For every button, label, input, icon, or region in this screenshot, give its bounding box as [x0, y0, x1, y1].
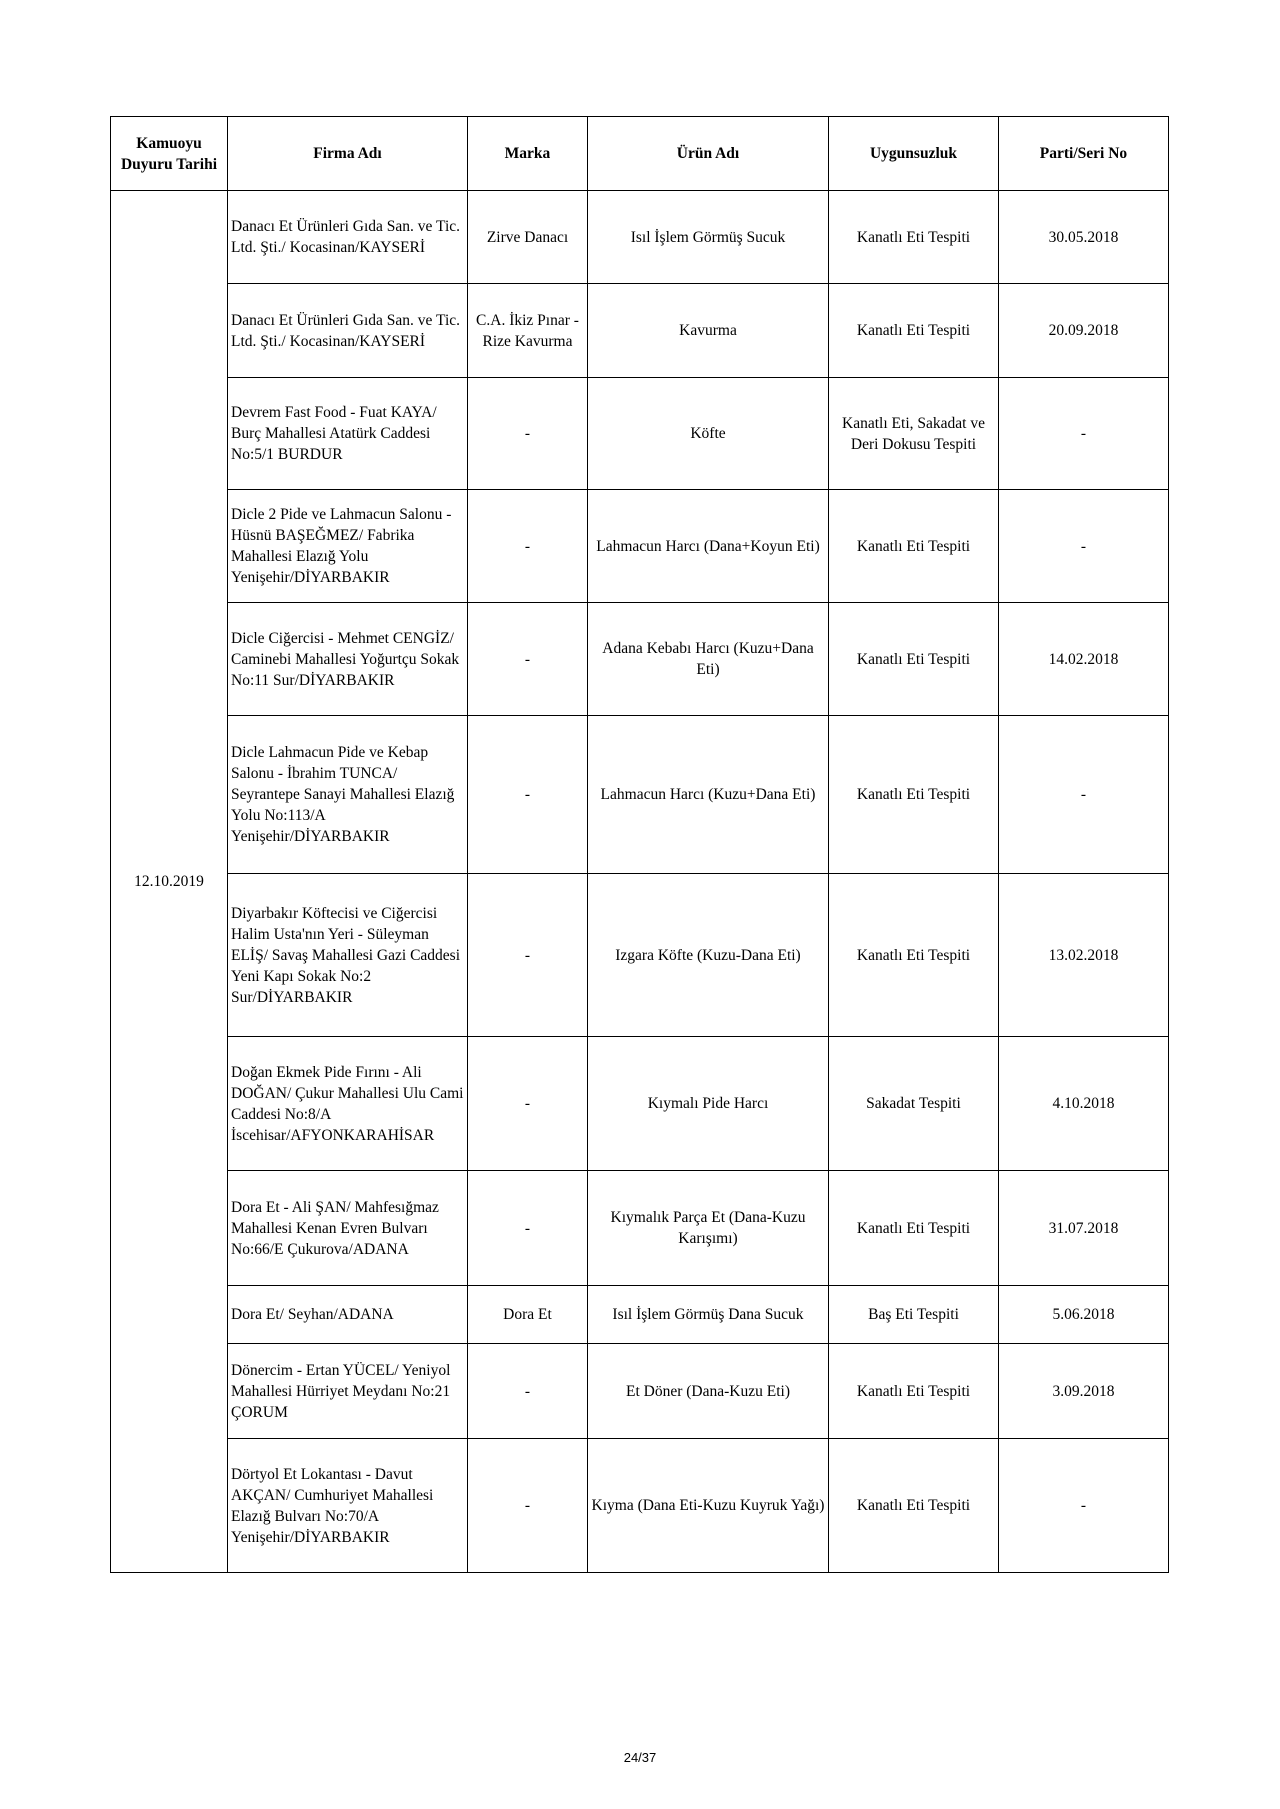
batch-cell: - [999, 716, 1169, 874]
brand-cell: Zirve Danacı [468, 191, 588, 284]
batch-cell: - [999, 490, 1169, 603]
announcement-date: 12.10.2019 [111, 191, 228, 1573]
batch-cell: 14.02.2018 [999, 603, 1169, 716]
header-nonconformity: Uygunsuzluk [829, 117, 999, 191]
batch-cell: 3.09.2018 [999, 1344, 1169, 1439]
table-row [111, 603, 1169, 716]
firm-cell: Devrem Fast Food - Fuat KAYA/ Burç Mahallesi Atatürk Caddesi No:5/1 BURDUR [228, 378, 468, 490]
nonconformity-cell: Kanatlı Eti Tespiti [829, 490, 999, 603]
batch-cell: - [999, 378, 1169, 490]
recall-table [110, 116, 1169, 1573]
product-cell: Köfte [588, 378, 829, 490]
product-cell: Et Döner (Dana-Kuzu Eti) [588, 1344, 829, 1439]
nonconformity-cell: Kanatlı Eti Tespiti [829, 191, 999, 284]
header-date: Kamuoyu Duyuru Tarihi [111, 117, 228, 191]
batch-cell: - [999, 1439, 1169, 1573]
batch-cell: 4.10.2018 [999, 1037, 1169, 1171]
table-row [111, 716, 1169, 874]
header-row [111, 117, 1169, 191]
firm-cell: Dörtyol Et Lokantası - Davut AKÇAN/ Cumhuriyet Mahallesi Elazığ Bulvarı No:70/A Yenişehir/DİYARBAKIR [228, 1439, 468, 1573]
table-row [111, 191, 1169, 284]
product-cell: Adana Kebabı Harcı (Kuzu+Dana Eti) [588, 603, 829, 716]
brand-cell: - [468, 1171, 588, 1286]
firm-cell: Dicle Lahmacun Pide ve Kebap Salonu - İbrahim TUNCA/ Seyrantepe Sanayi Mahallesi Elazığ Yolu No:113/A Yenişehir/DİYARBAKIR [228, 716, 468, 874]
nonconformity-cell: Sakadat Tespiti [829, 1037, 999, 1171]
nonconformity-cell: Kanatlı Eti Tespiti [829, 716, 999, 874]
product-cell: Isıl İşlem Görmüş Sucuk [588, 191, 829, 284]
product-cell: Kıyma (Dana Eti-Kuzu Kuyruk Yağı) [588, 1439, 829, 1573]
table-row [111, 490, 1169, 603]
brand-cell: - [468, 874, 588, 1037]
table-row [111, 1286, 1169, 1344]
product-cell: Izgara Köfte (Kuzu-Dana Eti) [588, 874, 829, 1037]
nonconformity-cell: Kanatlı Eti Tespiti [829, 1439, 999, 1573]
firm-cell: Danacı Et Ürünleri Gıda San. ve Tic. Ltd. Şti./ Kocasinan/KAYSERİ [228, 284, 468, 378]
page-number: 24/37 [623, 1750, 657, 1765]
table-row [111, 874, 1169, 1037]
batch-cell: 5.06.2018 [999, 1286, 1169, 1344]
table-row [111, 1171, 1169, 1286]
brand-cell: - [468, 1344, 588, 1439]
header-batch: Parti/Seri No [999, 117, 1169, 191]
brand-cell: - [468, 716, 588, 874]
firm-cell: Diyarbakır Köftecisi ve Ciğercisi Halim Usta'nın Yeri - Süleyman ELİŞ/ Savaş Mahallesi Gazi Caddesi Yeni Kapı Sokak No:2 Sur/DİYARBAKIR [228, 874, 468, 1037]
brand-cell: - [468, 490, 588, 603]
table-row [111, 1037, 1169, 1171]
product-cell: Lahmacun Harcı (Kuzu+Dana Eti) [588, 716, 829, 874]
product-cell: Kavurma [588, 284, 829, 378]
table-row [111, 378, 1169, 490]
product-cell: Lahmacun Harcı (Dana+Koyun Eti) [588, 490, 829, 603]
product-cell: Isıl İşlem Görmüş Dana Sucuk [588, 1286, 829, 1344]
batch-cell: 30.05.2018 [999, 191, 1169, 284]
table-row [111, 1439, 1169, 1573]
batch-cell: 20.09.2018 [999, 284, 1169, 378]
firm-cell: Doğan Ekmek Pide Fırını - Ali DOĞAN/ Çukur Mahallesi Ulu Cami Caddesi No:8/A İscehisar/AFYONKARAHİSAR [228, 1037, 468, 1171]
firm-cell: Dora Et - Ali ŞAN/ Mahfesığmaz Mahallesi Kenan Evren Bulvarı No:66/E Çukurova/ADANA [228, 1171, 468, 1286]
product-cell: Kıymalık Parça Et (Dana-Kuzu Karışımı) [588, 1171, 829, 1286]
header-brand: Marka [468, 117, 588, 191]
firm-cell: Dora Et/ Seyhan/ADANA [228, 1286, 468, 1344]
nonconformity-cell: Kanatlı Eti Tespiti [829, 1344, 999, 1439]
nonconformity-cell: Kanatlı Eti Tespiti [829, 874, 999, 1037]
nonconformity-cell: Kanatlı Eti, Sakadat ve Deri Dokusu Tespiti [829, 378, 999, 490]
brand-cell: - [468, 1037, 588, 1171]
firm-cell: Danacı Et Ürünleri Gıda San. ve Tic. Ltd. Şti./ Kocasinan/KAYSERİ [228, 191, 468, 284]
nonconformity-cell: Baş Eti Tespiti [829, 1286, 999, 1344]
brand-cell: C.A. İkiz Pınar - Rize Kavurma [468, 284, 588, 378]
brand-cell: - [468, 603, 588, 716]
nonconformity-cell: Kanatlı Eti Tespiti [829, 1171, 999, 1286]
table-row [111, 284, 1169, 378]
product-cell: Kıymalı Pide Harcı [588, 1037, 829, 1171]
brand-cell: Dora Et [468, 1286, 588, 1344]
table-row [111, 1344, 1169, 1439]
batch-cell: 31.07.2018 [999, 1171, 1169, 1286]
firm-cell: Dicle 2 Pide ve Lahmacun Salonu - Hüsnü BAŞEĞMEZ/ Fabrika Mahallesi Elazığ Yolu Yenişehir/DİYARBAKIR [228, 490, 468, 603]
firm-cell: Dicle Ciğercisi - Mehmet CENGİZ/ Caminebi Mahallesi Yoğurtçu Sokak No:11 Sur/DİYARBAKIR [228, 603, 468, 716]
batch-cell: 13.02.2018 [999, 874, 1169, 1037]
nonconformity-cell: Kanatlı Eti Tespiti [829, 284, 999, 378]
header-product: Ürün Adı [588, 117, 829, 191]
nonconformity-cell: Kanatlı Eti Tespiti [829, 603, 999, 716]
header-firm: Firma Adı [228, 117, 468, 191]
brand-cell: - [468, 1439, 588, 1573]
brand-cell: - [468, 378, 588, 490]
firm-cell: Dönercim - Ertan YÜCEL/ Yeniyol Mahallesi Hürriyet Meydanı No:21 ÇORUM [228, 1344, 468, 1439]
